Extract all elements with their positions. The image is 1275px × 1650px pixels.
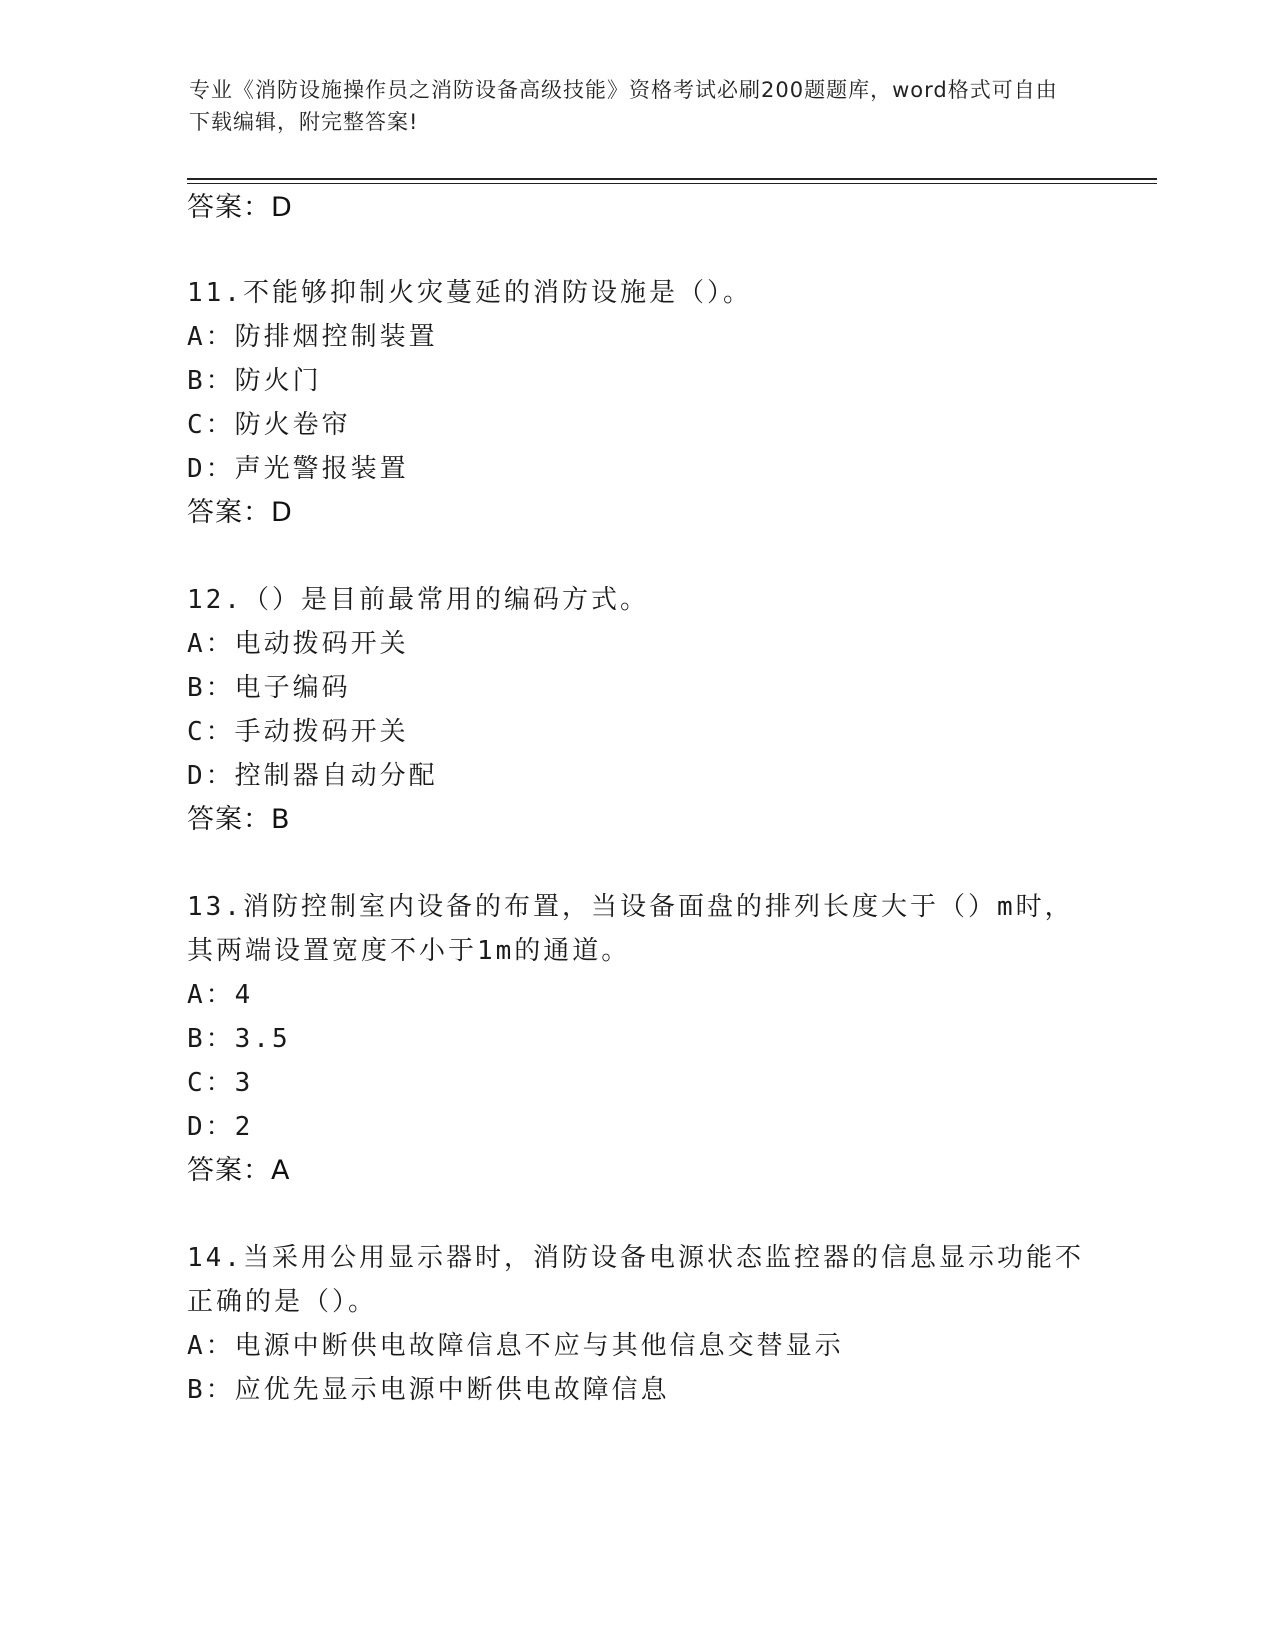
question-13-option-a: A：4 (187, 980, 254, 1010)
question-13-answer: 答案：A (187, 1155, 291, 1186)
question-14-stem-line1: 14.当采用公用显示器时，消防设备电源状态监控器的信息显示功能不 (187, 1243, 1084, 1273)
question-11-option-b: B：防火门 (187, 366, 322, 396)
question-13-stem-line2: 其两端设置宽度不小于1m的通道。 (187, 936, 631, 966)
question-14-option-a: A：电源中断供电故障信息不应与其他信息交替显示 (187, 1331, 844, 1361)
question-13-option-b: B：3.5 (187, 1024, 291, 1054)
question-14-stem-line2: 正确的是（）。 (187, 1287, 378, 1317)
header-divider-thick (187, 178, 1157, 180)
question-12-stem: 12.（）是目前最常用的编码方式。 (187, 585, 649, 615)
question-11-stem: 11.不能够抑制火灾蔓延的消防设施是（）。 (187, 278, 752, 308)
question-11-option-d: D：声光警报装置 (187, 454, 409, 484)
question-12-option-c: C：手动拨码开关 (187, 717, 409, 747)
question-12-option-d: D：控制器自动分配 (187, 761, 438, 791)
question-13-stem-line1: 13.消防控制室内设备的布置，当设备面盘的排列长度大于（）m时， (187, 892, 1074, 922)
question-11-answer: 答案：D (187, 497, 293, 528)
question-11-option-a: A：防排烟控制装置 (187, 322, 438, 352)
question-11-option-c: C：防火卷帘 (187, 410, 351, 440)
question-13-option-d: D：2 (187, 1112, 254, 1142)
question-12-option-a: A：电动拨码开关 (187, 629, 409, 659)
document-header: 专业《消防设施操作员之消防设备高级技能》资格考试必刷200题题库，word格式可自由下载编辑，附完整答案! (189, 78, 1058, 134)
header-divider-thin (187, 183, 1157, 184)
question-13-option-c: C：3 (187, 1068, 254, 1098)
question-14-option-b: B：应优先显示电源中断供电故障信息 (187, 1375, 670, 1405)
question-12-answer: 答案：B (187, 804, 291, 835)
question-12-option-b: B：电子编码 (187, 673, 351, 703)
answer-prev: 答案：D (187, 192, 293, 223)
